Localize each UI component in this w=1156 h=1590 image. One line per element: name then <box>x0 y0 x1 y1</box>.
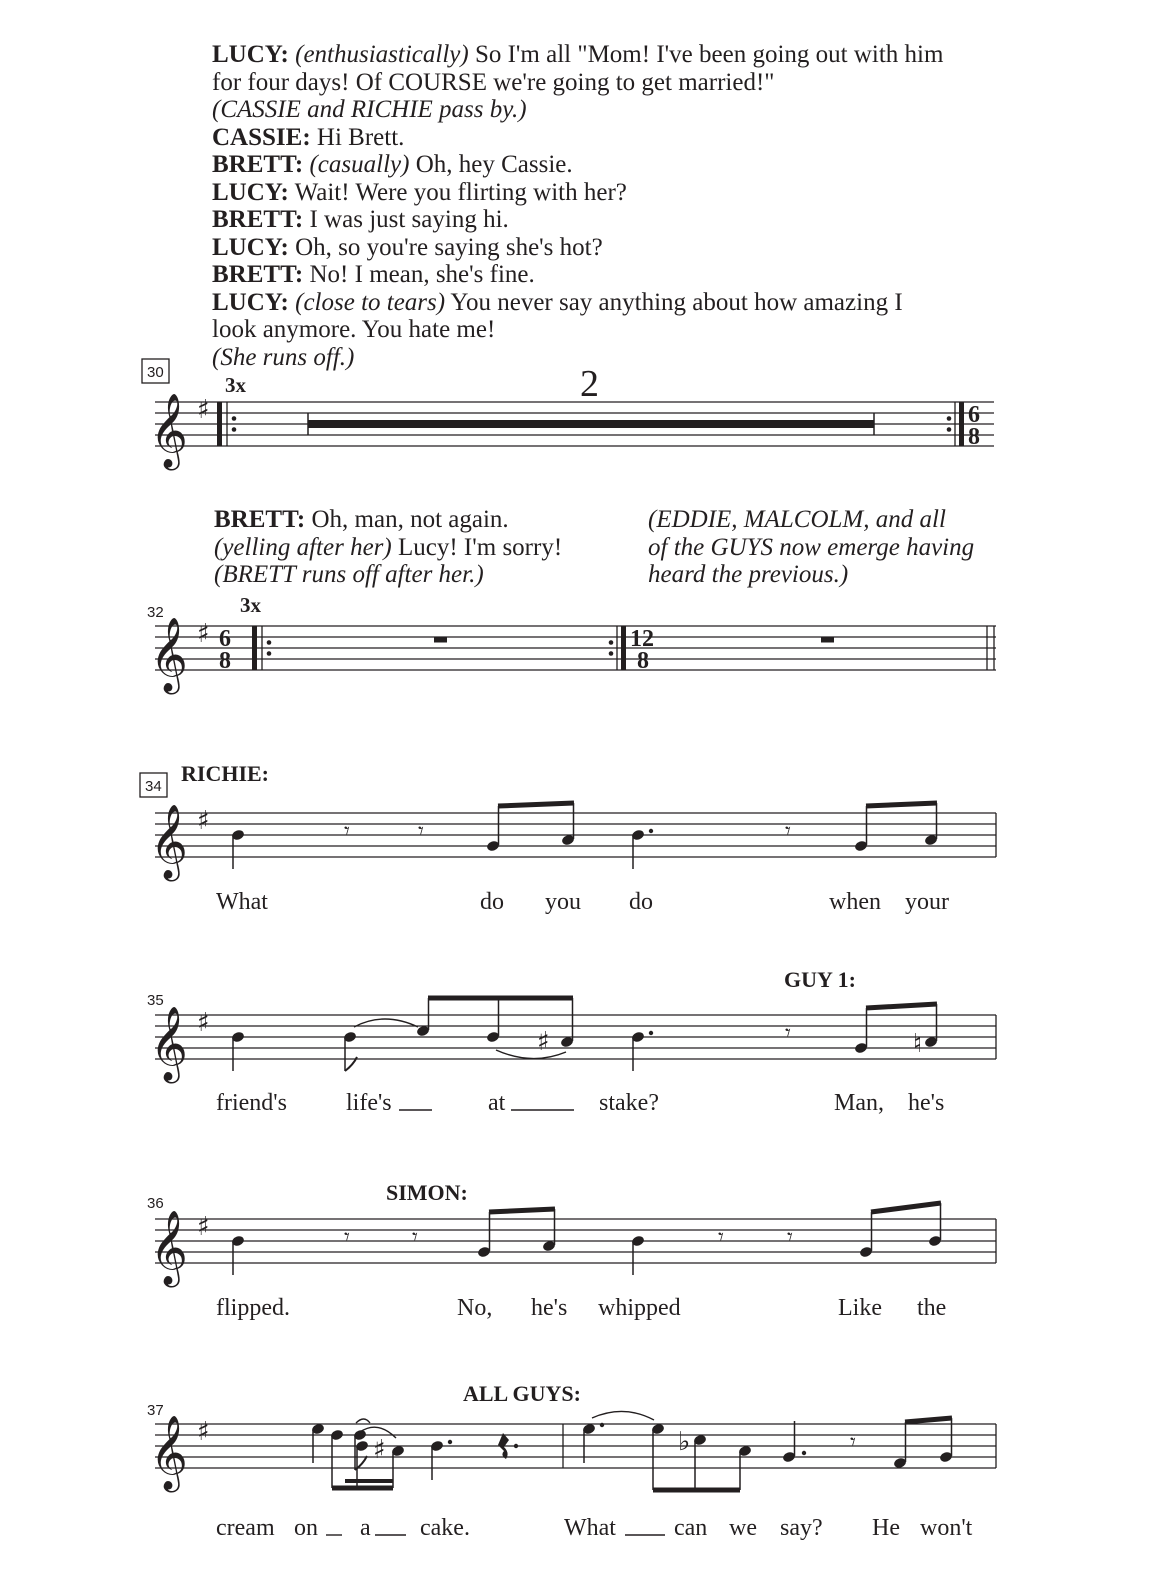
staff-lines <box>155 626 996 670</box>
beam <box>866 803 937 806</box>
stage-direction: (enthusiastically) <box>295 41 469 68</box>
lyric: friend's <box>216 1090 287 1116</box>
eighth-rest-icon: 𝄾 <box>785 819 791 844</box>
time-sig-top: 6 <box>219 626 231 652</box>
singer-label: RICHIE: <box>181 761 270 786</box>
stage-direction: (EDDIE, MALCOLM, and all <box>648 506 946 533</box>
system-37 <box>147 1381 996 1541</box>
lyric: cake. <box>420 1515 470 1541</box>
key-signature-sharp-icon: ♯ <box>197 1417 210 1447</box>
lyric: won't <box>920 1515 973 1541</box>
system-30 <box>142 359 994 471</box>
dialogue-text: I was just saying hi. <box>303 206 509 233</box>
eighth-rest-icon: 𝄾 <box>412 1225 418 1250</box>
system-35 <box>147 967 996 1116</box>
staff-lines <box>155 1219 996 1263</box>
lyric: at <box>488 1090 506 1116</box>
key-signature-sharp-icon: ♯ <box>197 806 210 836</box>
eighth-rest-icon: 𝄾 <box>418 819 424 844</box>
measure-number: 32 <box>147 604 164 621</box>
measure-number: 34 <box>145 778 162 795</box>
treble-clef-icon: 𝄞 <box>150 618 188 692</box>
beam <box>871 1203 941 1212</box>
key-signature-sharp-icon: ♯ <box>197 1008 210 1038</box>
lyric: the <box>917 1295 947 1321</box>
repeat-count: 3x <box>225 373 246 397</box>
lyric: do <box>480 889 504 915</box>
singer-label: SIMON: <box>386 1180 468 1205</box>
flat-icon: ♭ <box>678 1427 691 1457</box>
beam <box>498 803 574 806</box>
lyric: Man, <box>834 1090 884 1116</box>
whole-rest-icon <box>821 637 834 643</box>
lyric: life's <box>346 1090 392 1116</box>
repeat-count: 3x <box>240 593 261 617</box>
tie <box>356 1419 370 1423</box>
speaker-name: LUCY: <box>212 233 289 261</box>
lyric: stake? <box>599 1090 659 1116</box>
measure-number: 35 <box>147 992 164 1009</box>
dialogue-text: Oh, man, not again. <box>305 506 509 533</box>
speaker-name: BRETT: <box>212 151 304 178</box>
lyric: he's <box>531 1295 568 1321</box>
speaker-name: BRETT: <box>212 261 304 288</box>
time-sig-bottom: 8 <box>637 648 649 674</box>
lyric: we <box>729 1515 757 1541</box>
repeat-start-barline <box>217 402 222 446</box>
dialogue-text: Lucy! I'm sorry! <box>391 533 563 561</box>
lyric: What <box>564 1515 616 1541</box>
dialogue-text: Oh, so you're saying she's hot? <box>288 233 603 261</box>
lyric: No, <box>457 1295 493 1321</box>
dialogue-text: Oh, hey Cassie. <box>409 151 573 178</box>
treble-clef-icon: 𝄞 <box>150 1211 188 1285</box>
beam <box>866 1004 937 1008</box>
treble-clef-icon: 𝄞 <box>150 805 188 879</box>
lyric: can <box>674 1515 708 1541</box>
singer-label: GUY 1: <box>784 967 856 992</box>
time-sig-bottom: 8 <box>968 424 980 450</box>
stage-direction: of the GUYS now emerge having <box>648 533 975 561</box>
lyric: He <box>872 1515 900 1541</box>
speaker-name: LUCY: <box>212 41 289 68</box>
dialogue-text: So I'm all "Mom! I've been going out with him <box>468 41 944 68</box>
sharp-icon: ♯ <box>537 1027 550 1057</box>
dialogue-text: look anymore. You hate me! <box>212 316 496 343</box>
stage-direction: (CASSIE and RICHIE pass by.) <box>212 96 527 123</box>
measure-number: 36 <box>147 1195 164 1212</box>
dialogue-text: Wait! Were you flirting with her? <box>288 178 627 206</box>
time-sig-bottom: 8 <box>219 648 231 674</box>
key-signature-sharp-icon: ♯ <box>197 1212 210 1242</box>
multi-measure-rest <box>308 420 874 428</box>
dialogue-text: Hi Brett. <box>310 123 405 151</box>
repeat-end-barline <box>621 626 626 670</box>
repeat-end-barline <box>959 402 964 446</box>
eighth-rest-icon: 𝄾 <box>787 1225 793 1250</box>
lyric: when <box>829 889 881 915</box>
lyric: flipped. <box>216 1295 290 1321</box>
lyric: Like <box>838 1295 882 1321</box>
stage-direction: (BRETT runs off after her.) <box>214 561 484 588</box>
stage-direction: (yelling after her) <box>214 533 392 561</box>
treble-clef-icon: 𝄞 <box>150 1007 188 1081</box>
singer-label: ALL GUYS: <box>463 1381 581 1406</box>
lyric: you <box>545 889 581 915</box>
staff-lines <box>155 813 996 857</box>
system-32 <box>147 593 996 695</box>
speaker-name: LUCY: <box>212 178 289 206</box>
lyric: say? <box>780 1515 823 1541</box>
treble-clef-icon: 𝄞 <box>150 394 188 468</box>
time-sig-top: 12 <box>630 626 654 652</box>
repeat-start-barline <box>252 626 257 670</box>
natural-icon: ♮ <box>913 1029 923 1059</box>
system-34 <box>140 761 996 915</box>
lyric: whipped <box>598 1295 681 1321</box>
lyric: do <box>629 889 653 915</box>
lyric: What <box>216 889 268 915</box>
staff-lines <box>155 1424 996 1468</box>
lyric: cream <box>216 1515 275 1541</box>
beam <box>489 1209 555 1212</box>
treble-clef-icon: 𝄞 <box>150 1416 188 1490</box>
key-signature-sharp-icon: ♯ <box>197 619 210 649</box>
time-sig-top: 6 <box>968 402 980 428</box>
speaker-name: BRETT: <box>212 206 304 233</box>
lyric: a <box>360 1515 371 1541</box>
stage-direction: (casually) <box>309 151 410 178</box>
speaker-name: LUCY: <box>212 288 289 316</box>
lyric: your <box>905 889 949 915</box>
stage-direction: heard the previous.) <box>648 561 849 588</box>
eighth-rest-icon: 𝄾 <box>344 819 350 844</box>
dialogue-text: You never say anything about how amazing I <box>445 288 903 316</box>
lyric: on <box>294 1515 318 1541</box>
lyric: he's <box>908 1090 945 1116</box>
eighth-rest-icon: 𝄾 <box>850 1430 856 1455</box>
measure-number: 30 <box>147 364 164 381</box>
speaker-name: BRETT: <box>214 506 306 533</box>
whole-rest-icon <box>434 637 447 643</box>
eighth-rest-icon: 𝄾 <box>344 1225 350 1250</box>
system-36 <box>147 1180 996 1321</box>
stage-direction: (close to tears) <box>295 288 446 316</box>
stage-direction: (She runs off.) <box>212 343 355 371</box>
slur <box>496 1050 566 1059</box>
multirest-count: 2 <box>580 363 599 405</box>
measure-number: 37 <box>147 1402 164 1419</box>
eighth-rest-icon: 𝄾 <box>785 1021 791 1046</box>
sharp-icon: ♯ <box>373 1435 386 1465</box>
staff-lines <box>155 1015 996 1059</box>
dialogue-text: for four days! Of COURSE we're going to get married!" <box>212 68 775 96</box>
eighth-rest-icon: 𝄾 <box>718 1225 724 1250</box>
speaker-name: CASSIE: <box>212 123 311 151</box>
key-signature-sharp-icon: ♯ <box>197 395 210 425</box>
dialogue-text: No! I mean, she's fine. <box>303 261 535 288</box>
beam <box>905 1418 952 1422</box>
tie <box>592 1411 654 1420</box>
